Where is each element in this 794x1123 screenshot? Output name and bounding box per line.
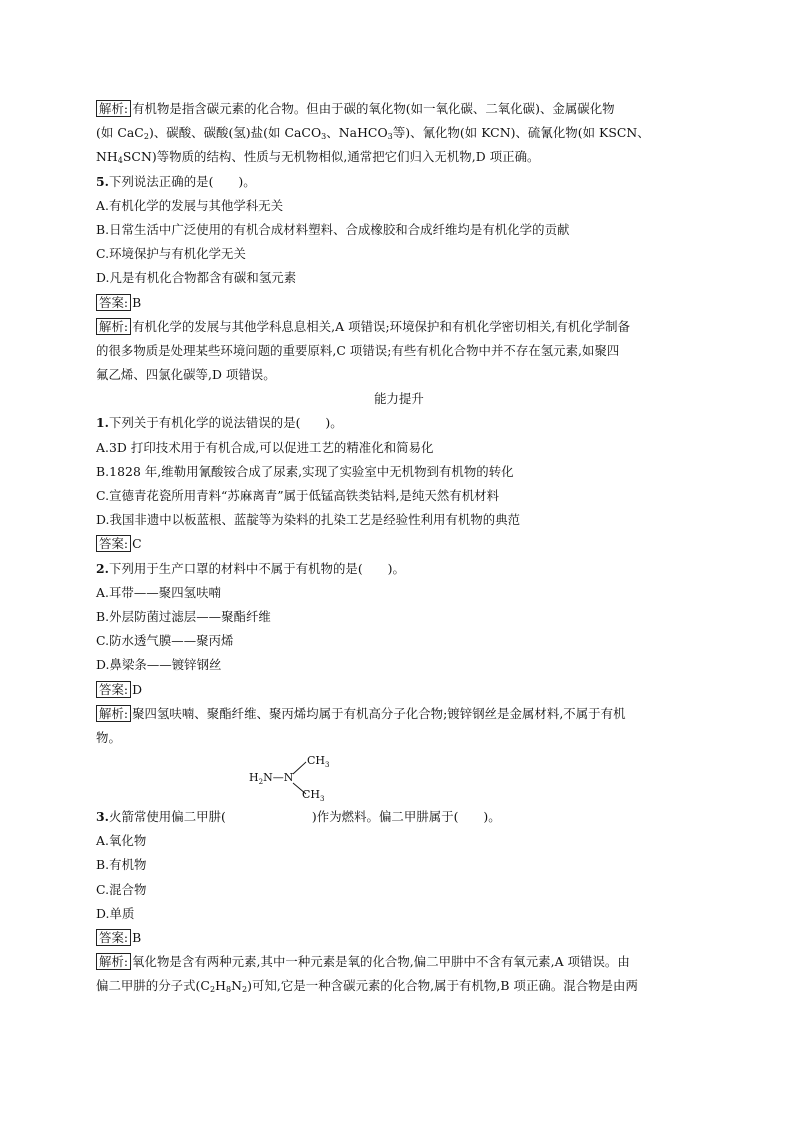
option-d: D.单质	[96, 905, 135, 921]
formula-area	[96, 750, 702, 805]
option-a: A.3D 打印技术用于有机合成,可以促进工艺的精准化和简易化	[96, 439, 434, 455]
option-c: C.混合物	[96, 881, 147, 897]
option-c: C.环境保护与有机化学无关	[96, 246, 246, 262]
answer-line	[96, 291, 702, 315]
formula-bottom-ch3	[300, 784, 340, 804]
answer-value: B	[132, 294, 142, 310]
analysis-tag: 解析:	[96, 100, 131, 117]
question-number: 5.	[96, 173, 110, 189]
question-number: 3.	[96, 809, 110, 825]
analysis-tag: 解析:	[96, 318, 131, 335]
analysis-line: 解析: 有机物是指含碳元素的化合物。但由于碳的氧化物(如一氧化碳、二氧化碳)、金属碳化物	[96, 97, 702, 121]
question-stem: 3.火箭常使用偏二甲肼( )作为燃料。偏二甲肼属于( )。	[96, 809, 501, 825]
question-stem: 5.下列说法正确的是( )。	[96, 173, 256, 189]
question-stem: 2.下列用于生产口罩的材料中不属于有机物的是( )。	[96, 560, 405, 576]
formula-left-group: $H_2N—N$	[249, 771, 294, 787]
answer-tag: 答案:	[96, 294, 131, 311]
answer-tag: 答案:	[96, 681, 131, 698]
analysis-tag: 解析:	[96, 705, 131, 722]
question-number: 2.	[96, 560, 110, 576]
answer-line	[96, 926, 702, 950]
svg-text:CH3: $CH_3$	[302, 788, 325, 803]
analysis-line: $NH_4SCN$)等物质的结构、性质与无机物相似,通常把它们归入无机物,D 项正确。	[96, 149, 540, 166]
option-d: D.我国非遗中以板蓝根、蓝靛等为染料的扎染工艺是经验性利用有机物的典范	[96, 512, 521, 528]
analysis-line: 偏二甲肼的分子式$(C_2H_8N_2)$可知,它是一种含碳元素的化合物,属于有机物,B 项正确。混合物是由两	[96, 978, 638, 995]
answer-value: C	[132, 536, 142, 552]
analysis-line: 解析: 氧化物是含有两种元素,其中一种元素是氧的化合物,偏二甲肼中不含有氧元素,A 项错误。由	[96, 950, 702, 974]
option-d: D.鼻梁条——镀锌钢丝	[96, 657, 222, 673]
option-c: C.宣德青花瓷所用青料“苏麻离青”属于低锰高铁类钴料,是纯天然有机材料	[96, 488, 500, 503]
document-page	[96, 97, 702, 999]
analysis-line: 物。	[96, 729, 121, 745]
analysis-line: (如 CaC$_2$)、碳酸、碳酸(氢)盐(如 CaCO$_3$、NaHCO$_3$等)、氰化物(如 KCN)、硫氰化物(如 KSCN、	[96, 125, 650, 142]
analysis-line: 氟乙烯、四氯化碳等,D 项错误。	[96, 367, 276, 383]
option-a: A.有机化学的发展与其他学科无关	[96, 197, 284, 213]
formula-top-group: $CH_3$	[307, 754, 330, 770]
answer-tag: 答案:	[96, 535, 131, 552]
answer-value: B	[132, 930, 142, 945]
option-b: B.1828 年,维勒用氰酸铵合成了尿素,实现了实验室中无机物到有机物的转化	[96, 463, 514, 479]
option-b: B.外层防菌过滤层——聚酯纤维	[96, 608, 271, 624]
option-a: A.耳带——聚四氢呋喃	[96, 584, 221, 600]
option-a: A.氧化物	[96, 833, 147, 849]
answer-line	[96, 532, 702, 556]
option-c: C.防水透气膜——聚丙烯	[96, 633, 234, 649]
analysis-tag: 解析:	[96, 953, 131, 970]
section-title: 能力提升	[374, 391, 424, 407]
answer-value: D	[132, 681, 143, 697]
analysis-line: 的很多物质是处理某些环境问题的重要原料,C 项错误;有些有机化合物中并不存在氢元素,如聚四	[96, 342, 620, 358]
question-stem: 1.下列关于有机化学的说法错误的是( )。	[96, 415, 343, 431]
analysis-line: 解析: 聚四氢呋喃、聚酯纤维、聚丙烯均属于有机高分子化合物;镀锌钢丝是金属材料,不属于有机	[96, 702, 702, 726]
analysis-line: 解析: 有机化学的发展与其他学科息息相关,A 项错误;环境保护和有机化学密切相关,有机化学制备	[96, 315, 702, 339]
answer-line	[96, 678, 702, 702]
bond-up	[293, 762, 306, 774]
option-b: B.有机物	[96, 857, 147, 873]
answer-tag: 答案:	[96, 929, 131, 946]
question-number: 1.	[96, 415, 110, 431]
option-b: B.日常生活中广泛使用的有机合成材料塑料、合成橡胶和合成纤维均是有机化学的贡献	[96, 221, 570, 237]
option-d: D.凡是有机化合物都含有碳和氢元素	[96, 270, 297, 286]
